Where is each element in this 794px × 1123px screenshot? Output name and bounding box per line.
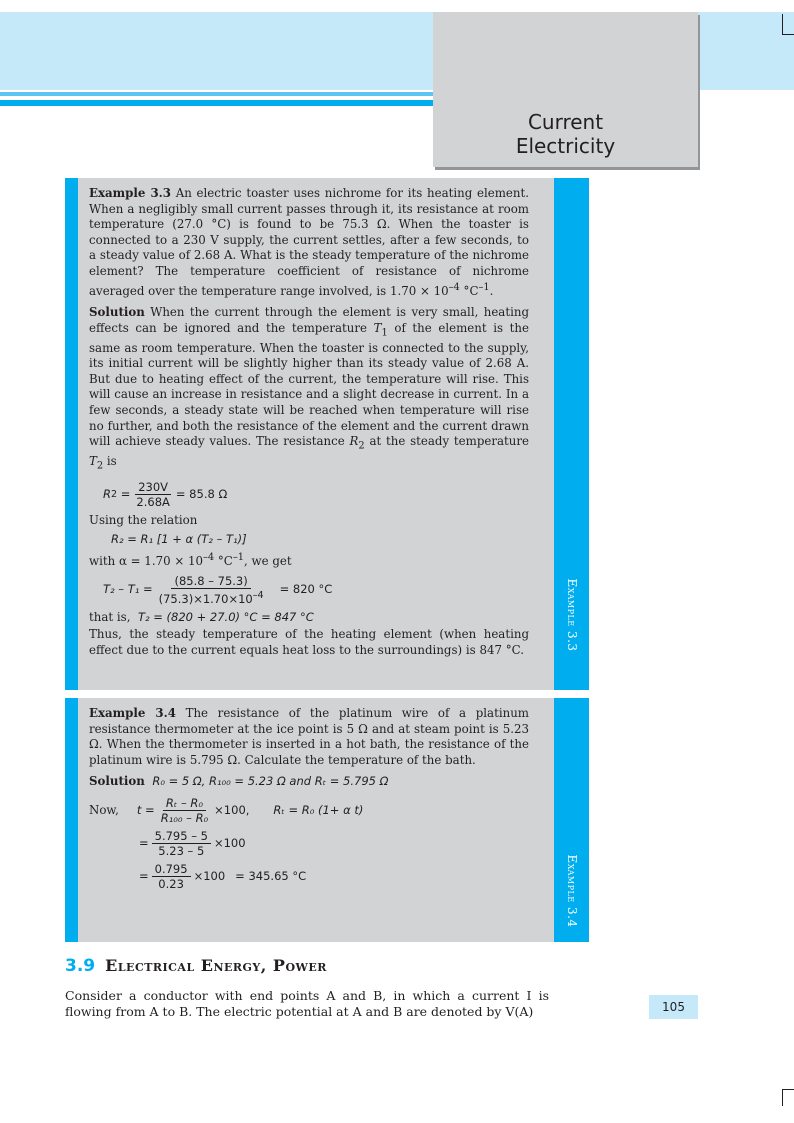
example-question: Example 3.3 An electric toaster uses nichrome for its heating element. When a negligibly small current passes through it, its resistance at room temperature (27.0 °C) is found to be 75.3 Ω. When the toaster is connected to a 230 V supply, the current settles, after a few seconds, to a steady value of 2.68 A. What is the steady temperature of the nichrome element? The temperature coefficient of resistance of nichrome averaged over the temperature range involved, is $1.70 \times 10^{-4}$ $^\circ C^{-1}$. [89,186,530,298]
example-solution: Solution R₀ = 5 Ω, R₁₀₀ = 5.23 Ω and Rₜ = 5.795 Ω [89,774,389,789]
crop-mark [782,1089,794,1090]
example-body [89,706,529,895]
header-stripe [0,92,434,96]
example-label: Example 3.4 [89,706,176,720]
solution-label: Solution [89,774,145,789]
example-tab [554,178,589,690]
example-solution: Solution When the current through the element is very small, heating effects can be ignored and the temperature $T_1$ of the element is the same as room temperature. When the toaster is connected to the supply, its initial current will be slightly higher than its steady value of 2.68 A. But due to heating effect of the current, the temperature will rise. This will cause an increase in resistance and a slight decrease in current. In a few seconds, a steady state will be reached when temperature will rise no further, and both the resistance of the element and the current drawn will achieve steady values. The resistance $R_2$ at the steady temperature $T_2$ is [89,305,529,472]
using-relation: Using the relation [89,513,198,528]
header-stripe-thick [0,100,434,106]
example-body [89,186,529,664]
example-3-3-box [65,178,589,690]
chapter-title-line1: Current [527,110,604,134]
body-paragraph: Consider a conductor with end points A and B, in which a current I is flowing from A to B. The electric potential at A and B are denoted by V(A) [65,988,549,1019]
crop-mark [782,14,783,34]
example-label: Example 3.3 [89,186,171,200]
chapter-title [433,110,698,158]
example-3-4-box [65,698,589,942]
chapter-title-line2: Electricity [515,134,616,158]
with-alpha: with $\alpha = 1.70 \times 10^{-4}$ $^\circ C^{-1}$, we get [89,552,292,569]
crop-mark [782,34,794,35]
fraction: $\frac{5.795 - 5}{5.23 - 5}$ [152,829,211,858]
fraction: $\frac{0.795}{0.23}$ [152,862,191,891]
equation-r2: R 2 = $\frac{230V}{2.68A}$ = 85.8 Ω [103,480,228,510]
that-is: that is, T₂ = (820 + 27.0) °C = 847 °C [89,609,314,624]
example-conclusion: Thus, the steady temperature of the heating element (when heating effect due to the current equals heat loss to the surroundings) is 847 °C. [89,627,529,657]
crop-mark [782,1090,783,1106]
example-tab-label: Example 3.4 [564,854,579,928]
chapter-box [433,12,698,167]
section-number: 3.9 [65,956,96,976]
fraction: $\frac{\text{Rₜ – R₀}}{\text{R₁₀₀ – R₀}}$ [160,795,209,825]
equation-step2: = $\frac{5.795 - 5}{5.23 - 5}$ ×100 [139,828,246,858]
fraction: $\frac{(85.8 - 75.3)}{(75.3)\times 1.70\times 10^{-4}}$ [158,573,264,606]
solution-label: Solution [89,305,145,320]
section-title: Electrical Energy, Power [105,956,327,975]
page-number: 105 [649,995,698,1019]
example-tab-label: Example 3.3 [564,578,579,652]
example-question: Example 3.4 The resistance of the platinum wire of a platinum resistance thermometer at the ice point is 5 Ω and at steam point is 5.23 Ω. When the thermometer is inserted in a hot bath, the resistance of the platinum wire is 5.795 Ω. Calculate the temperature of the bath. [89,706,529,767]
equation-step3: = $\frac{0.795}{0.23}$ ×100 = 345.65 °C [139,861,307,891]
fraction: $\frac{230V}{2.68A}$ [136,480,170,510]
example-left-bar [65,178,78,690]
example-tab [554,698,589,942]
example-left-bar [65,698,78,942]
equation-t2-t1: T₂ – T₁ = $\frac{(85.8 - 75.3)}{(75.3)\times 1.70\times 10^{-4}}$ = 820 °C [103,573,333,606]
relation-equation: R₂ = R₁ [1 + α (T₂ – T₁)] [111,531,247,546]
section-heading [65,956,327,976]
equation-t: Now, t = $\frac{\text{Rₜ – R₀}}{\text{R₁₀₀ – R₀}}$ ×100, Rₜ = R₀ (1+ α t) [89,795,364,825]
